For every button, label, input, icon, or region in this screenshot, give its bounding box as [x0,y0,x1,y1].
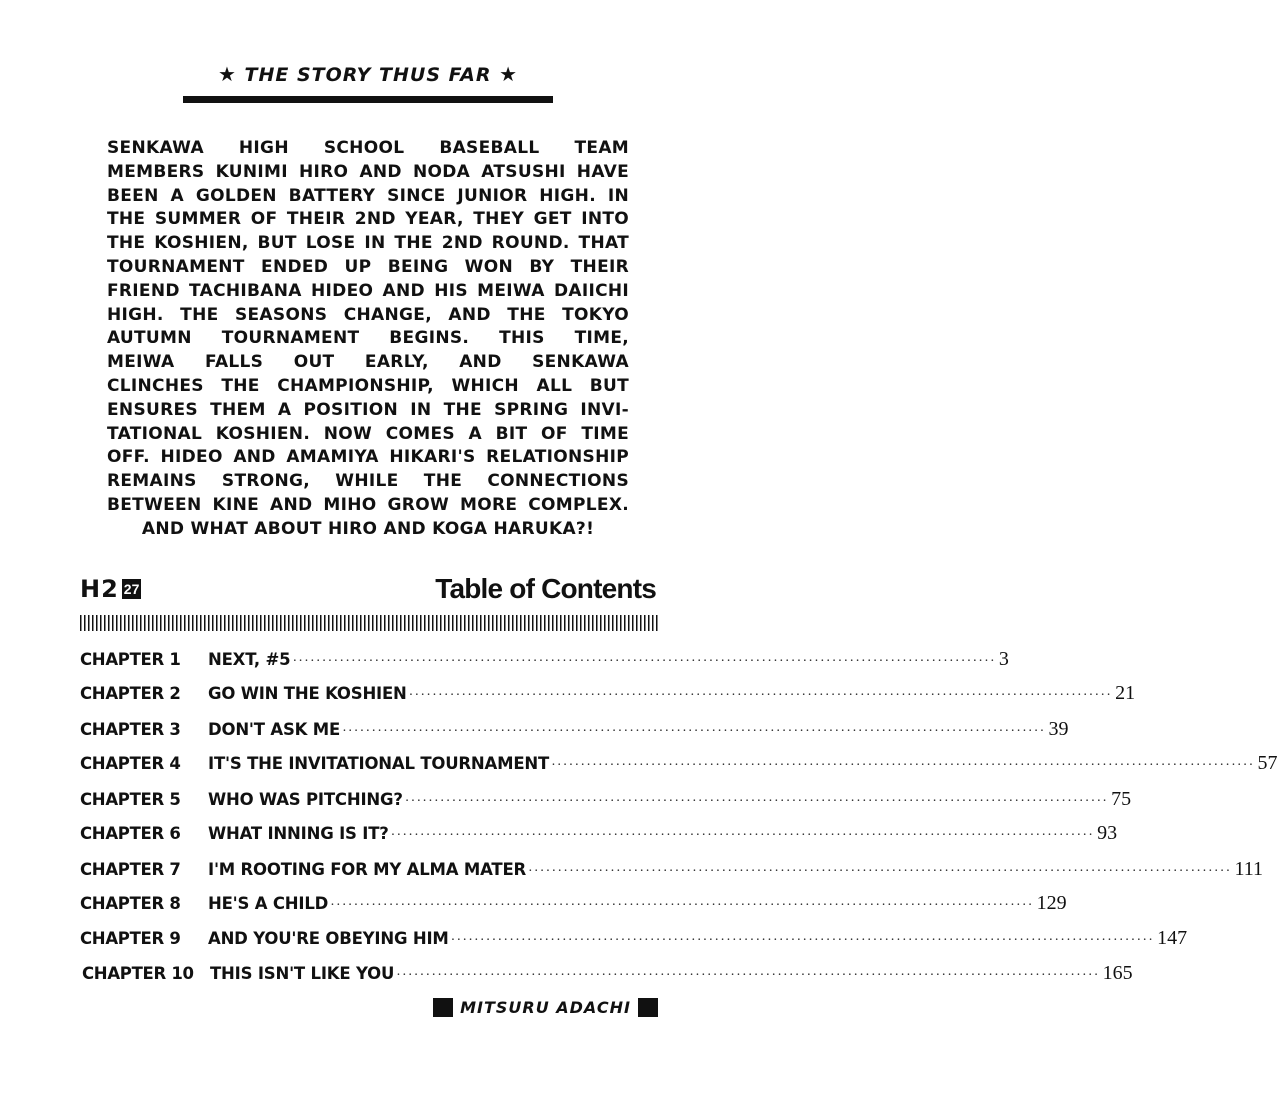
toc-chapter-title: HE'S A CHILD [208,894,329,913]
toc-chapter-title: DON'T ASK ME [208,720,341,739]
toc-page-number: 21 [1115,682,1136,704]
toc-dot-leader: ························································································································ [396,968,1100,983]
story-line: THE SUMMER OF THEIR 2ND YEAR, THEY GET INTO [107,209,629,230]
story-summary [107,137,629,542]
toc-page-number: 147 [1157,927,1188,949]
toc-page-number: 165 [1102,962,1133,984]
story-line: BETWEEN KINE AND MIHO GROW MORE COMPLEX. [107,494,629,515]
series-logo [80,576,141,602]
story-line: CLINCHES THE CHAMPIONSHIP, WHICH ALL BUT [107,375,629,396]
toc-page-number: 93 [1097,822,1118,844]
toc-entry [80,714,1069,744]
star-icon-left: ★ [217,62,237,86]
toc-dot-leader: ························································································································ [408,688,1113,703]
square-bullet-icon [433,998,453,1017]
toc-chapter-number: CHAPTER 7 [80,860,181,879]
toc-chapter-title: THIS ISN'T LIKE YOU [210,964,395,983]
story-line: BEEN A GOLDEN BATTERY SINCE JUNIOR HIGH. IN [107,185,629,206]
toc-page-number: 111 [1234,858,1263,880]
story-line: MEMBERS KUNIMI HIRO AND NODA ATSUSHI HAVE [107,161,629,182]
toc-entry [82,958,1133,988]
toc-chapter-title: WHO WAS PITCHING? [208,790,403,809]
author-name: MITSURU ADACHI [460,997,631,1017]
story-line: TATIONAL KOSHIEN. NOW COMES A BIT OF TIME [107,423,629,444]
toc-dot-leader: ························································································································ [404,794,1109,809]
toc-page-number: 75 [1111,788,1132,810]
hatched-divider [80,615,658,631]
toc-page-number: 39 [1048,718,1069,740]
toc-entry [80,784,1132,814]
story-line: TOURNAMENT ENDED UP BEING WON BY THEIR [107,256,629,277]
square-bullet-icon [638,998,658,1017]
story-line: AND WHAT ABOUT HIRO AND KOGA HARUKA?! [141,518,595,539]
toc-dot-leader: ························································································································ [292,654,996,669]
toc-chapter-number: CHAPTER 5 [80,790,181,809]
toc-entry [80,888,1067,918]
toc-title: Table of Contents [435,573,656,604]
toc-entry [80,854,1263,884]
toc-chapter-number: CHAPTER 10 [82,964,194,983]
story-line: FRIEND TACHIBANA HIDEO AND HIS MEIWA DAIICHI [107,280,629,301]
author-credit [433,996,658,1018]
toc-chapter-title: NEXT, #5 [208,650,291,669]
star-icon-right: ★ [499,62,519,86]
toc-dot-leader: ························································································································ [551,758,1255,773]
story-line: HIGH. THE SEASONS CHANGE, AND THE TOKYO [107,304,629,325]
toc-entry [80,644,1009,674]
toc-chapter-number: CHAPTER 2 [80,684,181,703]
toc-chapter-title: WHAT INNING IS IT? [208,824,389,843]
story-line: THE KOSHIEN, BUT LOSE IN THE 2ND ROUND. THAT [107,233,629,254]
toc-chapter-number: CHAPTER 9 [80,929,181,948]
volume-number-badge: 27 [123,581,140,597]
story-line: AUTUMN TOURNAMENT BEGINS. THIS TIME, [107,328,629,349]
toc-entry [80,748,1278,778]
toc-chapter-number: CHAPTER 4 [80,754,181,773]
toc-chapter-title: GO WIN THE KOSHIEN [208,684,407,703]
toc-dot-leader: ························································································································ [390,828,1095,843]
toc-dot-leader: ························································································································ [450,933,1155,948]
toc-dot-leader: ························································································································ [342,724,1046,739]
story-line: OFF. HIDEO AND AMAMIYA HIKARI'S RELATIONSHIP [107,447,629,468]
toc-chapter-title: I'M ROOTING FOR MY ALMA MATER [208,860,527,879]
story-line: MEIWA FALLS OUT EARLY, AND SENKAWA [107,352,629,373]
story-title: THE STORY THUS FAR [244,64,492,86]
story-line: SENKAWA HIGH SCHOOL BASEBALL TEAM [107,138,629,158]
story-line: ENSURES THEM A POSITION IN THE SPRING INVI- [107,399,629,420]
toc-chapter-number: CHAPTER 3 [80,720,181,739]
toc-dot-leader: ························································································································ [528,864,1232,879]
toc-chapter-title: AND YOU'RE OBEYING HIM [208,929,449,948]
toc-page-number: 57 [1257,752,1278,774]
toc-dot-leader: ························································································································ [330,898,1034,913]
toc-chapter-number: CHAPTER 6 [80,824,181,843]
story-line: REMAINS STRONG, WHILE THE CONNECTIONS [107,471,629,492]
toc-entry [80,818,1118,848]
toc-entry [80,923,1188,953]
story-header [183,62,553,86]
toc-entry [80,678,1136,708]
toc-chapter-title: IT'S THE INVITATIONAL TOURNAMENT [208,754,550,773]
toc-chapter-number: CHAPTER 1 [80,650,181,669]
story-title-underline [183,96,553,103]
toc-page-number: 3 [998,648,1009,670]
series-logo-text: H2 [80,575,119,603]
toc-page-number: 129 [1036,892,1067,914]
toc-chapter-number: CHAPTER 8 [80,894,181,913]
